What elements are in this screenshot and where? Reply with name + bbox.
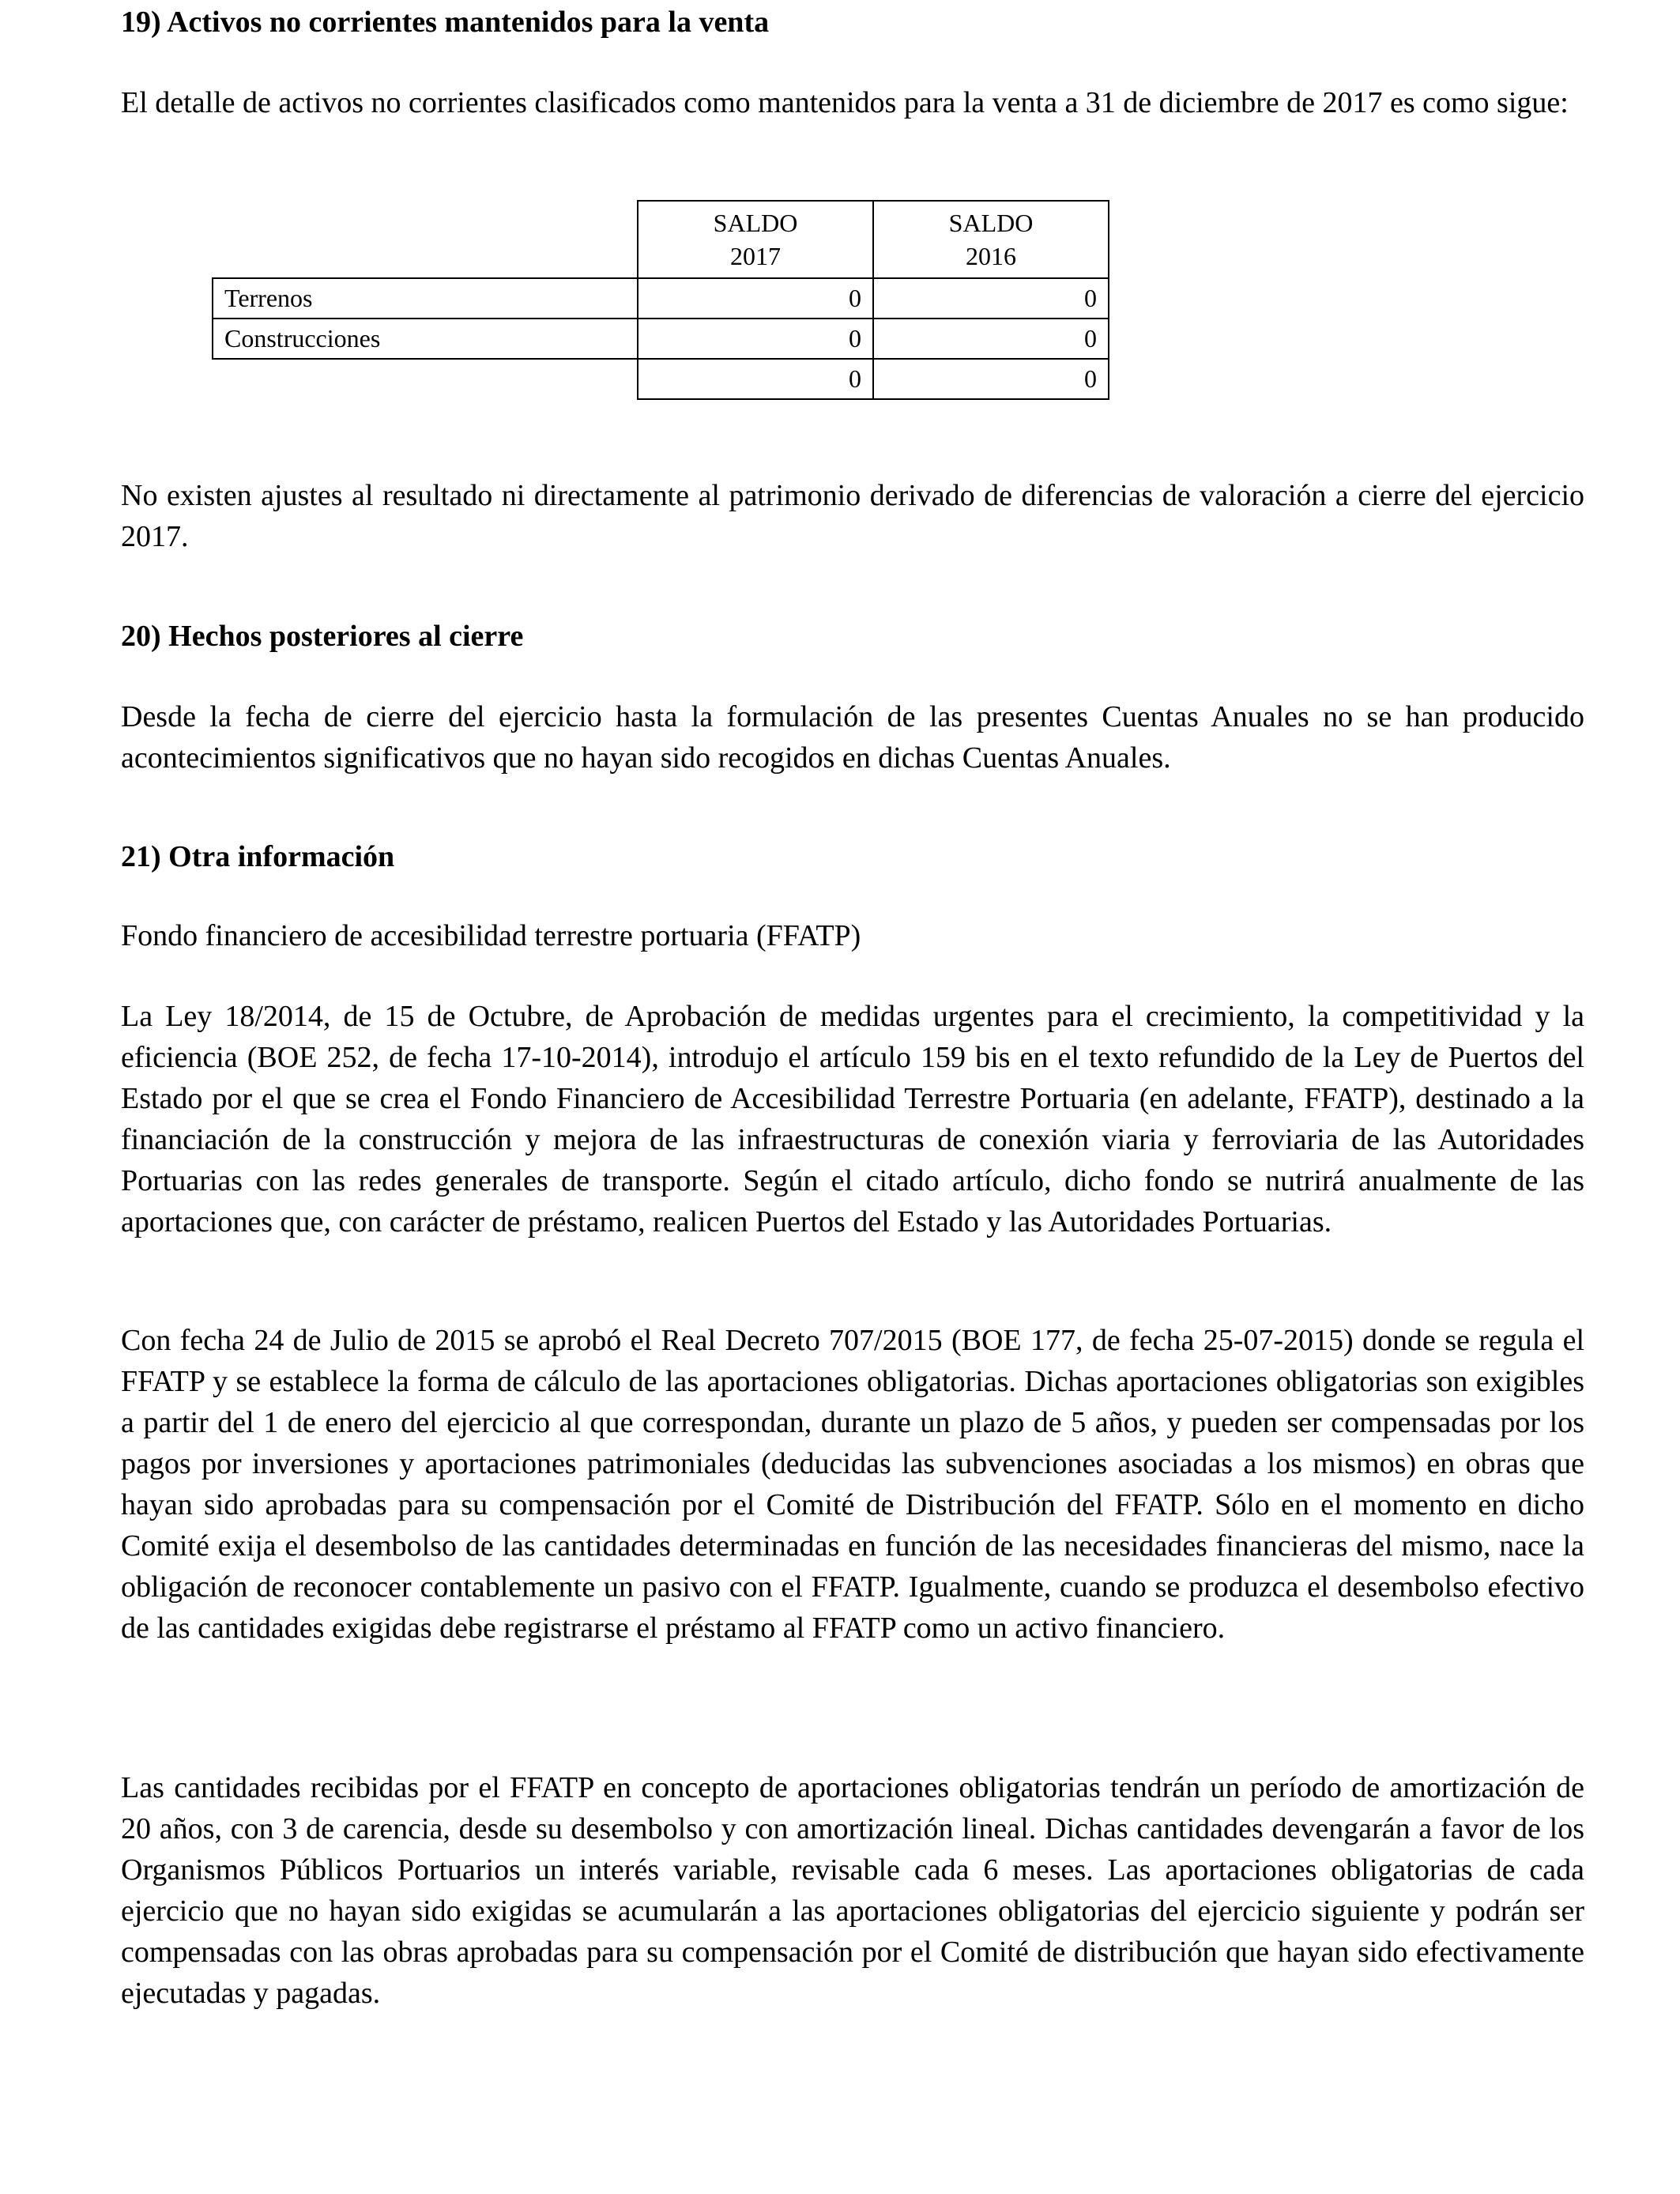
section-19-intro: El detalle de activos no corrientes clasificados como mantenidos para la venta a 31 de diciembre de 2017 es como sigue: (121, 86, 1569, 119)
row-label-construcciones: Construcciones (213, 319, 638, 359)
section-20-heading: 20) Hechos posteriores al cierre (121, 620, 524, 653)
header-saldo-2016: SALDO 2016 (873, 201, 1109, 278)
cell-value: 0 (873, 278, 1109, 319)
table-header-row (213, 201, 1109, 278)
table-row (213, 278, 1109, 319)
table-header-blank (213, 201, 638, 278)
header-saldo-2017: SALDO 2017 (638, 201, 873, 278)
section-19-heading: 19) Activos no corrientes mantenidos para la venta (121, 6, 770, 39)
section-21-paragraph-3: Las cantidades recibidas por el FFATP en concepto de aportaciones obligatorias tendrán un período de amortización de 20 años, con 3 de carencia, desde su desembolso y con amortización lineal. Dichas cantidades devengarán a favor de los Organismos Públicos Portuarios un interés variable, revisable cada 6 meses. Las aportaciones obligatorias de cada ejercicio que no hayan sido exigidas se acumularán a las aportaciones obligatorias del ejercicio siguiente y podrán ser compensadas con las obras aprobadas para su compensación por el Comité de distribución que hayan sido efectivamente ejecutadas y pagadas. (121, 1771, 1584, 2010)
section-21-subtitle: Fondo financiero de accesibilidad terrestre portuaria (FFATP) (121, 919, 861, 952)
section-20-body: Desde la fecha de cierre del ejercicio hasta la formulación de las presentes Cuentas Anuales no se han producido acontecimientos significativos que no hayan sido recogidos en dichas Cuentas Anuales. (121, 700, 1584, 775)
section-21-heading: 21) Otra información (121, 840, 395, 873)
section-21-paragraph-1: La Ley 18/2014, de 15 de Octubre, de Aprobación de medidas urgentes para el crecimiento, la competitividad y la eficiencia (BOE 252, de fecha 17-10-2014), introdujo el artículo 159 bis en el texto refundido de la Ley de Puertos del Estado por el que se crea el Fondo Financiero de Accesibilidad Terrestre Portuaria (en adelante, FFATP), destinado a la financiación de la construcción y mejora de las infraestructuras de conexión viaria y ferroviaria de las Autoridades Portuarias con las redes generales de transporte. Según el citado artículo, dicho fondo se nutrirá anualmente de las aportaciones que, con carácter de préstamo, realicen Puertos del Estado y las Autoridades Portuarias. (121, 1000, 1584, 1238)
row-label-terrenos: Terrenos (213, 278, 638, 319)
section-21-paragraph-2: Con fecha 24 de Julio de 2015 se aprobó el Real Decreto 707/2015 (BOE 177, de fecha 25-07-2015) donde se regula el FFATP y se establece la forma de cálculo de las aportaciones obligatorias. Dichas aportaciones obligatorias son exigibles a partir del 1 de enero del ejercicio al que correspondan, durante un plazo de 5 años, y pueden ser compensadas por los pagos por inversiones y aportaciones patrimoniales (deducidas las subvenciones asociadas a los mismos) en obras que hayan sido aprobadas para su compensación por el Comité de Distribución del FFATP. Sólo en el momento en dicho Comité exija el desembolso de las cantidades determinadas en función de las necesidades financieras del mismo, nace la obligación de reconocer contablemente un pasivo con el FFATP. Igualmente, cuando se produzca el desembolso efectivo de las cantidades exigidas debe registrarse el préstamo al FFATP como un activo financiero. (121, 1324, 1584, 1645)
section-19-note: No existen ajustes al resultado ni directamente al patrimonio derivado de diferencias de valoración a cierre del ejercicio 2017. (121, 479, 1584, 553)
table-total-row (213, 359, 1109, 399)
total-2016: 0 (873, 359, 1109, 399)
table-row (213, 319, 1109, 359)
total-2017: 0 (638, 359, 873, 399)
total-label-blank (213, 359, 638, 399)
cell-value: 0 (873, 319, 1109, 359)
cell-value: 0 (638, 319, 873, 359)
assets-held-for-sale-table (212, 200, 1109, 400)
cell-value: 0 (638, 278, 873, 319)
